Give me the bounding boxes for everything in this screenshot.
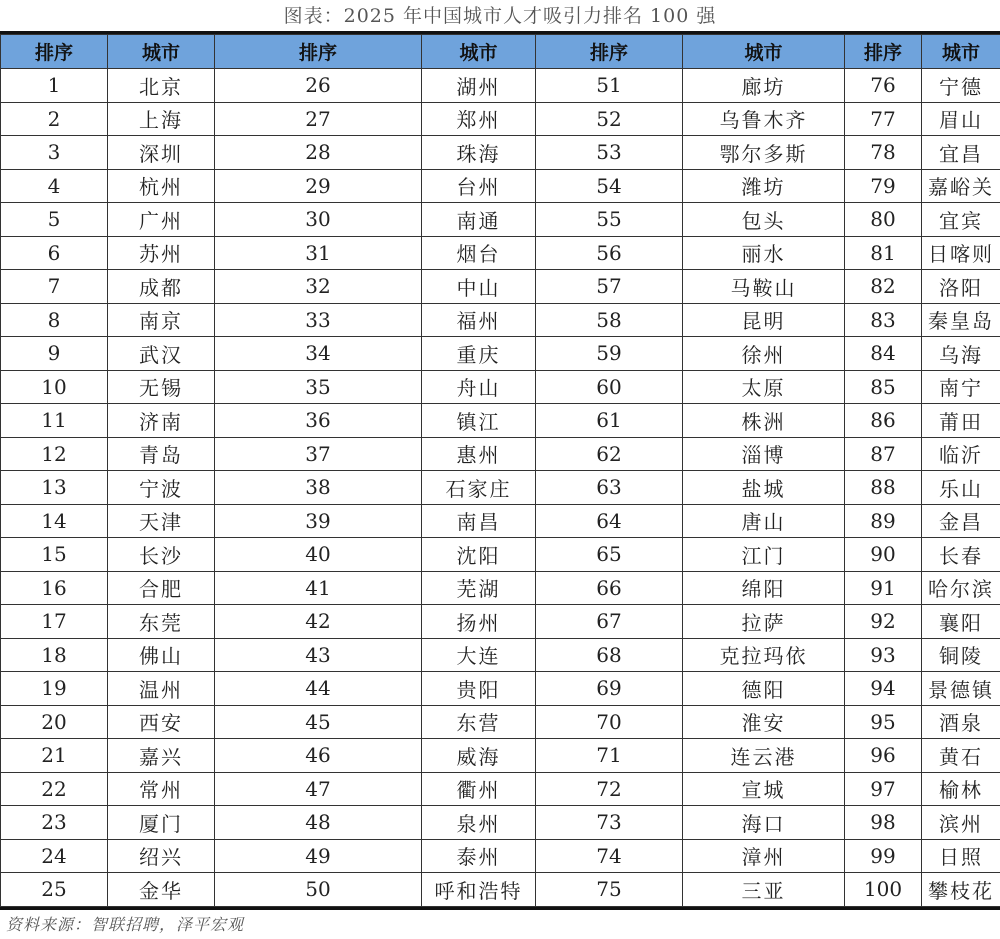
city-cell: 攀枝花 bbox=[922, 873, 1000, 907]
rank-cell: 19 bbox=[1, 672, 108, 706]
city-cell: 泉州 bbox=[422, 806, 536, 840]
rank-cell: 90 bbox=[845, 538, 922, 572]
city-cell: 广州 bbox=[108, 203, 215, 237]
rank-cell: 94 bbox=[845, 672, 922, 706]
rank-cell: 54 bbox=[536, 169, 683, 203]
rank-cell: 1 bbox=[1, 69, 108, 103]
rank-cell: 25 bbox=[1, 873, 108, 907]
city-cell: 东莞 bbox=[108, 605, 215, 639]
table-row bbox=[1, 772, 1000, 806]
rank-cell: 57 bbox=[536, 270, 683, 304]
header-city: 城市 bbox=[108, 35, 215, 69]
rank-cell: 64 bbox=[536, 504, 683, 538]
table-row bbox=[1, 873, 1000, 907]
rank-cell: 42 bbox=[215, 605, 422, 639]
rank-cell: 76 bbox=[845, 69, 922, 103]
city-cell: 连云港 bbox=[683, 739, 845, 773]
city-cell: 海口 bbox=[683, 806, 845, 840]
rank-cell: 74 bbox=[536, 839, 683, 873]
table-row bbox=[1, 705, 1000, 739]
rank-cell: 59 bbox=[536, 337, 683, 371]
table-row bbox=[1, 270, 1000, 304]
city-cell: 苏州 bbox=[108, 236, 215, 270]
ranking-table-container bbox=[0, 31, 1000, 910]
city-cell: 宜昌 bbox=[922, 136, 1000, 170]
city-cell: 贵阳 bbox=[422, 672, 536, 706]
city-cell: 三亚 bbox=[683, 873, 845, 907]
rank-cell: 71 bbox=[536, 739, 683, 773]
city-cell: 绵阳 bbox=[683, 571, 845, 605]
city-cell: 淄博 bbox=[683, 437, 845, 471]
rank-cell: 45 bbox=[215, 705, 422, 739]
table-row bbox=[1, 136, 1000, 170]
city-cell: 昆明 bbox=[683, 303, 845, 337]
table-row bbox=[1, 69, 1000, 103]
rank-cell: 50 bbox=[215, 873, 422, 907]
rank-cell: 20 bbox=[1, 705, 108, 739]
rank-cell: 68 bbox=[536, 638, 683, 672]
rank-cell: 98 bbox=[845, 806, 922, 840]
city-cell: 天津 bbox=[108, 504, 215, 538]
table-header bbox=[1, 35, 1000, 69]
rank-cell: 14 bbox=[1, 504, 108, 538]
rank-cell: 79 bbox=[845, 169, 922, 203]
rank-cell: 32 bbox=[215, 270, 422, 304]
city-cell: 福州 bbox=[422, 303, 536, 337]
table-row bbox=[1, 839, 1000, 873]
city-cell: 江门 bbox=[683, 538, 845, 572]
city-cell: 芜湖 bbox=[422, 571, 536, 605]
rank-cell: 26 bbox=[215, 69, 422, 103]
city-cell: 乐山 bbox=[922, 471, 1000, 505]
header-city: 城市 bbox=[683, 35, 845, 69]
city-cell: 长沙 bbox=[108, 538, 215, 572]
table-row bbox=[1, 169, 1000, 203]
table-row bbox=[1, 370, 1000, 404]
rank-cell: 75 bbox=[536, 873, 683, 907]
city-cell: 扬州 bbox=[422, 605, 536, 639]
rank-cell: 41 bbox=[215, 571, 422, 605]
city-cell: 榆林 bbox=[922, 772, 1000, 806]
city-cell: 哈尔滨 bbox=[922, 571, 1000, 605]
rank-cell: 70 bbox=[536, 705, 683, 739]
rank-cell: 43 bbox=[215, 638, 422, 672]
table-row bbox=[1, 102, 1000, 136]
table-row bbox=[1, 303, 1000, 337]
city-cell: 重庆 bbox=[422, 337, 536, 371]
city-cell: 日照 bbox=[922, 839, 1000, 873]
table-row bbox=[1, 437, 1000, 471]
rank-cell: 81 bbox=[845, 236, 922, 270]
rank-cell: 96 bbox=[845, 739, 922, 773]
city-cell: 中山 bbox=[422, 270, 536, 304]
rank-cell: 21 bbox=[1, 739, 108, 773]
city-cell: 丽水 bbox=[683, 236, 845, 270]
city-cell: 珠海 bbox=[422, 136, 536, 170]
city-cell: 铜陵 bbox=[922, 638, 1000, 672]
city-cell: 呼和浩特 bbox=[422, 873, 536, 907]
rank-cell: 65 bbox=[536, 538, 683, 572]
city-cell: 莆田 bbox=[922, 404, 1000, 438]
rank-cell: 35 bbox=[215, 370, 422, 404]
city-cell: 南通 bbox=[422, 203, 536, 237]
rank-cell: 58 bbox=[536, 303, 683, 337]
city-cell: 漳州 bbox=[683, 839, 845, 873]
rank-cell: 91 bbox=[845, 571, 922, 605]
city-cell: 株洲 bbox=[683, 404, 845, 438]
city-cell: 泰州 bbox=[422, 839, 536, 873]
city-cell: 嘉兴 bbox=[108, 739, 215, 773]
city-cell: 宁波 bbox=[108, 471, 215, 505]
city-cell: 滨州 bbox=[922, 806, 1000, 840]
city-cell: 郑州 bbox=[422, 102, 536, 136]
rank-cell: 67 bbox=[536, 605, 683, 639]
city-cell: 乌鲁木齐 bbox=[683, 102, 845, 136]
table-row bbox=[1, 404, 1000, 438]
table-row bbox=[1, 471, 1000, 505]
city-cell: 武汉 bbox=[108, 337, 215, 371]
city-cell: 乌海 bbox=[922, 337, 1000, 371]
city-cell: 眉山 bbox=[922, 102, 1000, 136]
city-cell: 鄂尔多斯 bbox=[683, 136, 845, 170]
rank-cell: 55 bbox=[536, 203, 683, 237]
rank-cell: 100 bbox=[845, 873, 922, 907]
city-cell: 拉萨 bbox=[683, 605, 845, 639]
city-cell: 杭州 bbox=[108, 169, 215, 203]
city-cell: 宁德 bbox=[922, 69, 1000, 103]
rank-cell: 2 bbox=[1, 102, 108, 136]
rank-cell: 92 bbox=[845, 605, 922, 639]
city-cell: 淮安 bbox=[683, 705, 845, 739]
rank-cell: 61 bbox=[536, 404, 683, 438]
city-cell: 沈阳 bbox=[422, 538, 536, 572]
rank-cell: 34 bbox=[215, 337, 422, 371]
city-cell: 金华 bbox=[108, 873, 215, 907]
rank-cell: 27 bbox=[215, 102, 422, 136]
table-row bbox=[1, 203, 1000, 237]
city-cell: 黄石 bbox=[922, 739, 1000, 773]
rank-cell: 23 bbox=[1, 806, 108, 840]
city-cell: 盐城 bbox=[683, 471, 845, 505]
rank-cell: 18 bbox=[1, 638, 108, 672]
table-title: 图表：2025 年中国城市人才吸引力排名 100 强 bbox=[283, 5, 717, 27]
rank-cell: 48 bbox=[215, 806, 422, 840]
rank-cell: 8 bbox=[1, 303, 108, 337]
rank-cell: 83 bbox=[845, 303, 922, 337]
rank-cell: 82 bbox=[845, 270, 922, 304]
rank-cell: 56 bbox=[536, 236, 683, 270]
rank-cell: 93 bbox=[845, 638, 922, 672]
rank-cell: 88 bbox=[845, 471, 922, 505]
rank-cell: 24 bbox=[1, 839, 108, 873]
city-cell: 襄阳 bbox=[922, 605, 1000, 639]
table-row bbox=[1, 538, 1000, 572]
city-cell: 惠州 bbox=[422, 437, 536, 471]
city-cell: 洛阳 bbox=[922, 270, 1000, 304]
rank-cell: 66 bbox=[536, 571, 683, 605]
city-cell: 包头 bbox=[683, 203, 845, 237]
rank-cell: 16 bbox=[1, 571, 108, 605]
city-cell: 衢州 bbox=[422, 772, 536, 806]
rank-cell: 38 bbox=[215, 471, 422, 505]
rank-cell: 36 bbox=[215, 404, 422, 438]
city-cell: 景德镇 bbox=[922, 672, 1000, 706]
header-row bbox=[1, 35, 1000, 69]
city-cell: 德阳 bbox=[683, 672, 845, 706]
rank-cell: 47 bbox=[215, 772, 422, 806]
bottom-rule bbox=[0, 907, 1000, 910]
header-city: 城市 bbox=[922, 35, 1000, 69]
city-cell: 湖州 bbox=[422, 69, 536, 103]
rank-cell: 78 bbox=[845, 136, 922, 170]
city-cell: 东营 bbox=[422, 705, 536, 739]
rank-cell: 28 bbox=[215, 136, 422, 170]
city-cell: 潍坊 bbox=[683, 169, 845, 203]
rank-cell: 49 bbox=[215, 839, 422, 873]
rank-cell: 44 bbox=[215, 672, 422, 706]
rank-cell: 29 bbox=[215, 169, 422, 203]
rank-cell: 30 bbox=[215, 203, 422, 237]
table-row bbox=[1, 739, 1000, 773]
city-cell: 上海 bbox=[108, 102, 215, 136]
city-cell: 宜宾 bbox=[922, 203, 1000, 237]
rank-cell: 77 bbox=[845, 102, 922, 136]
city-cell: 酒泉 bbox=[922, 705, 1000, 739]
rank-cell: 13 bbox=[1, 471, 108, 505]
rank-cell: 10 bbox=[1, 370, 108, 404]
city-cell: 南宁 bbox=[922, 370, 1000, 404]
city-cell: 嘉峪关 bbox=[922, 169, 1000, 203]
rank-cell: 62 bbox=[536, 437, 683, 471]
rank-cell: 53 bbox=[536, 136, 683, 170]
city-cell: 济南 bbox=[108, 404, 215, 438]
rank-cell: 15 bbox=[1, 538, 108, 572]
city-cell: 常州 bbox=[108, 772, 215, 806]
table-row bbox=[1, 571, 1000, 605]
rank-cell: 60 bbox=[536, 370, 683, 404]
rank-cell: 85 bbox=[845, 370, 922, 404]
rank-cell: 86 bbox=[845, 404, 922, 438]
city-cell: 宣城 bbox=[683, 772, 845, 806]
rank-cell: 95 bbox=[845, 705, 922, 739]
rank-cell: 4 bbox=[1, 169, 108, 203]
city-cell: 深圳 bbox=[108, 136, 215, 170]
header-rank: 排序 bbox=[1, 35, 108, 69]
city-cell: 秦皇岛 bbox=[922, 303, 1000, 337]
city-cell: 绍兴 bbox=[108, 839, 215, 873]
source-note: 资料来源：智联招聘，泽平宏观 bbox=[6, 915, 245, 934]
rank-cell: 69 bbox=[536, 672, 683, 706]
rank-cell: 46 bbox=[215, 739, 422, 773]
city-cell: 台州 bbox=[422, 169, 536, 203]
rank-cell: 87 bbox=[845, 437, 922, 471]
rank-cell: 73 bbox=[536, 806, 683, 840]
city-cell: 烟台 bbox=[422, 236, 536, 270]
rank-cell: 7 bbox=[1, 270, 108, 304]
rank-cell: 12 bbox=[1, 437, 108, 471]
city-cell: 舟山 bbox=[422, 370, 536, 404]
city-cell: 大连 bbox=[422, 638, 536, 672]
city-cell: 克拉玛依 bbox=[683, 638, 845, 672]
city-cell: 唐山 bbox=[683, 504, 845, 538]
rank-cell: 17 bbox=[1, 605, 108, 639]
city-cell: 合肥 bbox=[108, 571, 215, 605]
rank-cell: 84 bbox=[845, 337, 922, 371]
rank-cell: 3 bbox=[1, 136, 108, 170]
city-cell: 威海 bbox=[422, 739, 536, 773]
rank-cell: 97 bbox=[845, 772, 922, 806]
rank-cell: 9 bbox=[1, 337, 108, 371]
city-cell: 徐州 bbox=[683, 337, 845, 371]
city-cell: 厦门 bbox=[108, 806, 215, 840]
rank-cell: 72 bbox=[536, 772, 683, 806]
city-cell: 温州 bbox=[108, 672, 215, 706]
city-cell: 太原 bbox=[683, 370, 845, 404]
table-row bbox=[1, 806, 1000, 840]
rank-cell: 52 bbox=[536, 102, 683, 136]
rank-cell: 51 bbox=[536, 69, 683, 103]
city-cell: 长春 bbox=[922, 538, 1000, 572]
header-rank: 排序 bbox=[215, 35, 422, 69]
rank-cell: 31 bbox=[215, 236, 422, 270]
city-cell: 无锡 bbox=[108, 370, 215, 404]
table-row bbox=[1, 236, 1000, 270]
table-row bbox=[1, 337, 1000, 371]
rank-cell: 63 bbox=[536, 471, 683, 505]
city-cell: 日喀则 bbox=[922, 236, 1000, 270]
city-cell: 石家庄 bbox=[422, 471, 536, 505]
rank-cell: 39 bbox=[215, 504, 422, 538]
rank-cell: 99 bbox=[845, 839, 922, 873]
city-cell: 成都 bbox=[108, 270, 215, 304]
header-rank: 排序 bbox=[845, 35, 922, 69]
rank-cell: 40 bbox=[215, 538, 422, 572]
header-city: 城市 bbox=[422, 35, 536, 69]
rank-cell: 33 bbox=[215, 303, 422, 337]
city-cell: 南昌 bbox=[422, 504, 536, 538]
city-cell: 临沂 bbox=[922, 437, 1000, 471]
table-row bbox=[1, 605, 1000, 639]
city-cell: 青岛 bbox=[108, 437, 215, 471]
city-cell: 佛山 bbox=[108, 638, 215, 672]
rank-cell: 80 bbox=[845, 203, 922, 237]
rank-cell: 22 bbox=[1, 772, 108, 806]
rank-cell: 37 bbox=[215, 437, 422, 471]
header-rank: 排序 bbox=[536, 35, 683, 69]
ranking-table bbox=[0, 34, 1000, 907]
city-cell: 镇江 bbox=[422, 404, 536, 438]
city-cell: 廊坊 bbox=[683, 69, 845, 103]
rank-cell: 11 bbox=[1, 404, 108, 438]
table-row bbox=[1, 638, 1000, 672]
rank-cell: 5 bbox=[1, 203, 108, 237]
city-cell: 马鞍山 bbox=[683, 270, 845, 304]
table-row bbox=[1, 672, 1000, 706]
table-body bbox=[1, 69, 1000, 907]
table-row bbox=[1, 504, 1000, 538]
city-cell: 北京 bbox=[108, 69, 215, 103]
city-cell: 南京 bbox=[108, 303, 215, 337]
rank-cell: 89 bbox=[845, 504, 922, 538]
city-cell: 西安 bbox=[108, 705, 215, 739]
city-cell: 金昌 bbox=[922, 504, 1000, 538]
rank-cell: 6 bbox=[1, 236, 108, 270]
